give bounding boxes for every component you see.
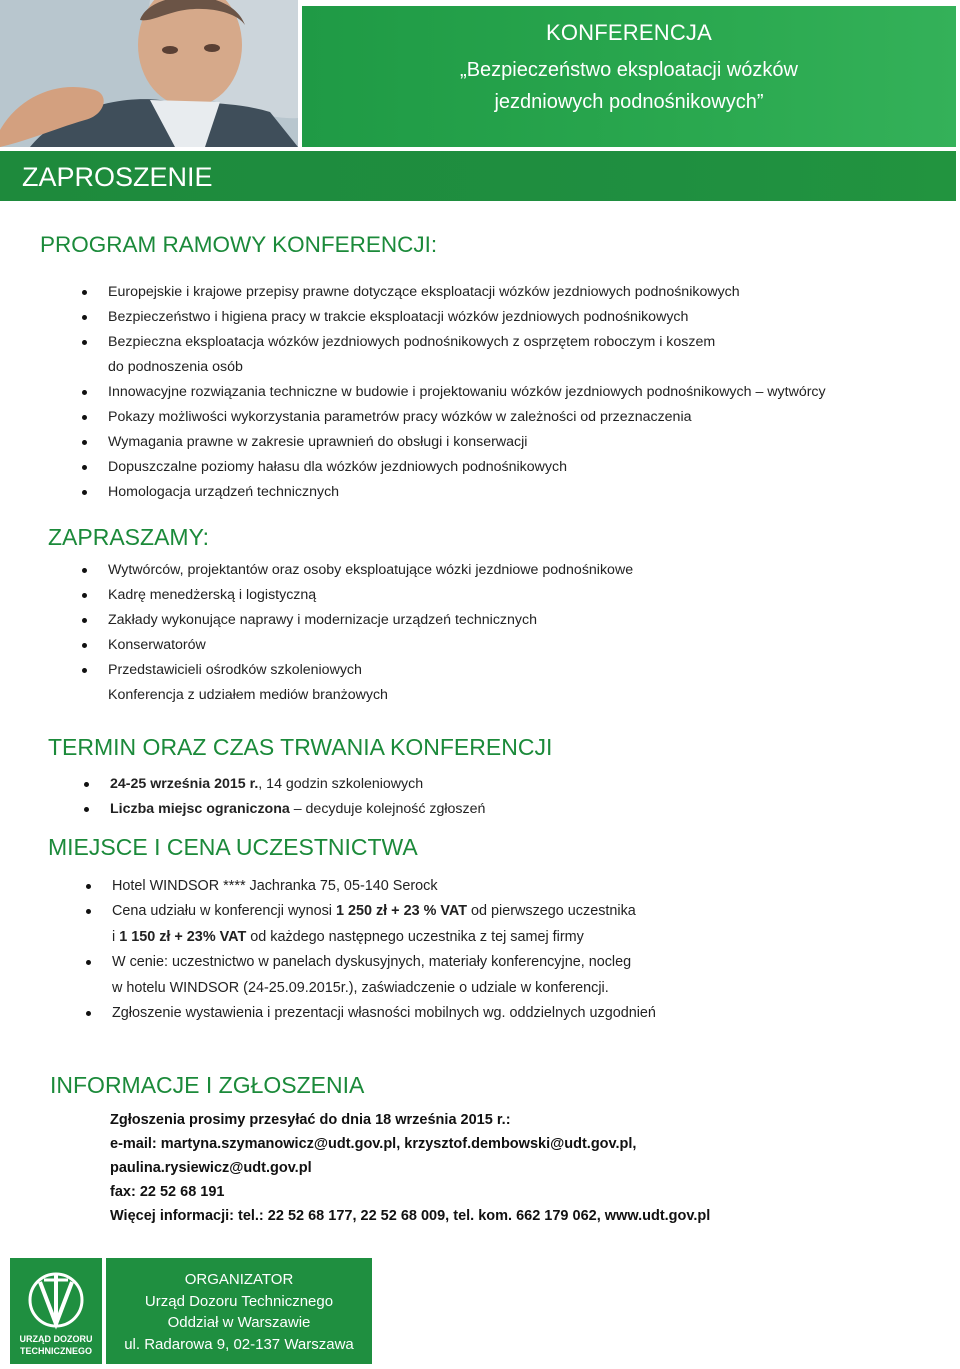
bullet-icon (86, 960, 91, 965)
list-item-text: Kadrę menedżerską i logistyczną (108, 587, 317, 603)
price-text: Cena udziału w konferencji wynosi (112, 903, 336, 920)
invite-heading: ZAPRASZAMY: (48, 524, 210, 550)
list-item (108, 683, 633, 708)
list-item (110, 797, 485, 822)
list-item (108, 608, 633, 633)
info-deadline: Zgłoszenia prosimy przesyłać do dnia 18 września 2015 r.: (110, 1112, 511, 1128)
udt-logo (10, 1258, 102, 1364)
organizer-box (106, 1258, 372, 1364)
list-item (108, 280, 826, 305)
list-item (108, 633, 633, 658)
place-list (112, 874, 656, 1026)
price-next: 1 150 zł + 23% VAT (119, 928, 247, 945)
info-email-2: paulina.rysiewicz@udt.gov.pl (110, 1160, 312, 1176)
includes-text: w hotelu WINDSOR (24-25.09.2015r.), zaświadczenie o udziale w konferencji. (112, 979, 609, 996)
invitation-bar (0, 151, 956, 201)
price-text: i (112, 928, 120, 945)
bullet-icon (82, 668, 87, 673)
banner-subtitle (302, 54, 956, 118)
hotel-text: Hotel WINDSOR **** Jachranka 75, 05-140 Serock (112, 878, 438, 894)
term-list (110, 772, 485, 822)
list-item-text: Homologacja urządzeń technicznych (108, 484, 340, 500)
header-photo (0, 0, 298, 147)
bullet-icon (86, 1011, 91, 1016)
bullet-icon (82, 315, 87, 320)
banner-subtitle-line1: „Bezpieczeństwo eksploatacji wózków (460, 59, 798, 81)
info-more: Więcej informacji: tel.: 22 52 68 177, 22 52 68 009, tel. kom. 662 179 062, www.udt.gov.pl (110, 1208, 711, 1224)
list-item-text: Wytwórców, projektantów oraz osoby eksploatujące wózki jezdniowe podnośnikowe (108, 562, 634, 578)
list-item (108, 430, 826, 455)
term-date: 24-25 września 2015 r. (110, 776, 259, 792)
info-fax: fax: 22 52 68 191 (110, 1184, 225, 1200)
organizer-name: Urząd Dozoru Technicznego (144, 1292, 334, 1310)
list-item-text: Bezpieczna eksploatacja wózków jezdniowych podnośnikowych z osprzętem roboczym i koszem (108, 334, 716, 350)
term-limit-note: – decyduje kolejność zgłoszeń (289, 801, 486, 817)
banner-title: KONFERENCJA (546, 20, 712, 45)
list-item-text: Wymagania prawne w zakresie uprawnień do obsługi i konserwacji (108, 434, 528, 450)
list-item-continuation (108, 355, 826, 380)
list-item (108, 305, 826, 330)
list-item-text: Pokazy możliwości wykorzystania parametrów pracy wózków w zależności od przeznaczenia (108, 409, 692, 425)
list-item (108, 658, 633, 683)
bullet-icon (82, 465, 87, 470)
bullet-icon (84, 782, 89, 787)
list-item-text: Konserwatorów (108, 637, 206, 653)
price-text: od pierwszego uczestnika (467, 903, 636, 920)
list-item (108, 558, 633, 583)
invite-list (108, 558, 633, 708)
list-item-text: Europejskie i krajowe przepisy prawne dotyczące eksploatacji wózków jezdniowych podnośnikowych (108, 284, 740, 300)
bullet-icon (82, 340, 87, 345)
list-item-text: Zakłady wykonujące naprawy i modernizacje urządzeń technicznych (108, 612, 537, 628)
list-item-text: Przedstawicieli ośrodków szkoleniowych (108, 662, 362, 678)
list-item (108, 455, 826, 480)
bullet-icon (82, 568, 87, 573)
bullet-icon (82, 593, 87, 598)
invitation-title: ZAPROSZENIE (22, 162, 213, 192)
bullet-icon (86, 884, 91, 889)
organizer-label: ORGANIZATOR (184, 1271, 294, 1288)
program-heading: PROGRAM RAMOWY KONFERENCJI: (40, 232, 438, 257)
includes-text: W cenie: uczestnictwo w panelach dyskusyjnych, materiały konferencyjne, nocleg (112, 954, 632, 971)
list-item (108, 480, 826, 505)
bullet-icon (82, 490, 87, 495)
list-item-continuation (112, 925, 656, 950)
term-heading: TERMIN ORAZ CZAS TRWANIA KONFERENCJI (48, 734, 553, 760)
list-item-text: Innowacyjne rozwiązania techniczne w budowie i projektowaniu wózków jezdniowych podnośnikowych – wytwórcy (108, 384, 826, 400)
list-item (108, 405, 826, 430)
list-item (110, 772, 485, 797)
list-item-continuation (112, 976, 656, 1001)
list-item (112, 950, 656, 975)
list-item (112, 899, 656, 924)
banner-subtitle-line2: jezdniowych podnośnikowych” (494, 91, 764, 113)
bullet-icon (82, 643, 87, 648)
bullet-icon (84, 807, 89, 812)
price-text: od każdego następnego uczestnika z tej samej firmy (246, 928, 584, 945)
bullet-icon (82, 290, 87, 295)
program-list (108, 280, 826, 505)
list-item-text: Bezpieczeństwo i higiena pracy w trakcie eksploatacji wózków jezdniowych podnośnikowych (108, 309, 689, 325)
udt-logo-mark-icon (10, 1258, 102, 1364)
term-hours: , 14 godzin szkoleniowych (258, 776, 424, 792)
term-limit: Liczba miejsc ograniczona (110, 801, 290, 817)
list-item (108, 330, 826, 355)
list-item-text: Dopuszczalne poziomy hałasu dla wózków jezdniowych podnośnikowych (108, 459, 567, 475)
bullet-icon (82, 415, 87, 420)
place-heading: MIEJSCE I CENA UCZESTNICTWA (48, 834, 418, 860)
organizer-address: ul. Radarowa 9, 02-137 Warszawa (124, 1335, 354, 1353)
info-emails: e-mail: martyna.szymanowicz@udt.gov.pl, krzysztof.dembowski@udt.gov.pl, (110, 1136, 637, 1152)
bullet-icon (82, 618, 87, 623)
list-item (112, 1001, 656, 1026)
list-item-text: do podnoszenia osób (108, 359, 243, 375)
info-block (110, 1108, 710, 1228)
list-item (112, 874, 656, 899)
list-item (108, 583, 633, 608)
organizer-branch: Oddział w Warszawie (167, 1314, 311, 1331)
info-heading: INFORMACJE I ZGŁOSZENIA (50, 1072, 365, 1098)
list-item (108, 380, 826, 405)
list-item-text: Konferencja z udziałem mediów branżowych (108, 687, 388, 703)
bullet-icon (82, 440, 87, 445)
logo-text-1: URZĄD DOZORU (19, 1334, 93, 1344)
exhibit-text: Zgłoszenie wystawienia i prezentacji własności mobilnych wg. oddzielnych uzgodnień (112, 1004, 656, 1021)
bullet-icon (86, 909, 91, 914)
logo-text-2: TECHNICZNEGO (20, 1346, 92, 1356)
bullet-icon (82, 390, 87, 395)
conference-banner (302, 6, 956, 147)
price-first: 1 250 zł + 23 % VAT (335, 903, 468, 920)
